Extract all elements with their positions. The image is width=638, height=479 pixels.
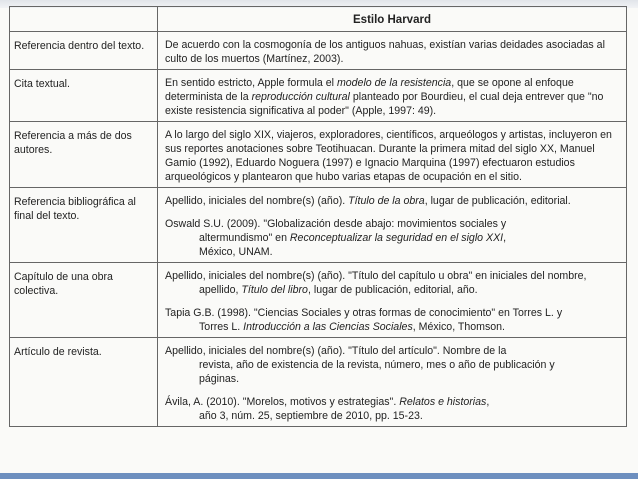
text-segment: Torres L. bbox=[199, 321, 244, 333]
row-label: Referencia bibliográfica al final del texto. bbox=[10, 188, 158, 263]
example-line bbox=[165, 320, 620, 334]
text-segment: Ávila, A. (2010). "Morelos, motivos y estrategias". bbox=[165, 396, 400, 408]
text-italic: reproducción cultural bbox=[251, 91, 350, 103]
text-segment: , bbox=[486, 396, 490, 408]
text-segment: , que se opone al enfoque determinista de la bbox=[165, 77, 574, 103]
example-line: México, UNAM. bbox=[199, 246, 273, 258]
row-content bbox=[158, 70, 627, 122]
table-row bbox=[10, 188, 627, 263]
example-line bbox=[165, 231, 620, 245]
text-italic: Título del libro bbox=[241, 284, 308, 296]
text-segment: Apellido, iniciales del nombre(s) (año). bbox=[165, 195, 349, 207]
format-line bbox=[165, 194, 620, 208]
example-line: Tapia G.B. (1998). "Ciencias Sociales y otras formas de conocimiento" en Torres L. y bbox=[165, 307, 563, 319]
table-row bbox=[10, 122, 627, 188]
table-row bbox=[10, 32, 627, 70]
row-content bbox=[158, 263, 627, 338]
table-row bbox=[10, 70, 627, 122]
row-label: Referencia dentro del texto. bbox=[10, 32, 158, 70]
format-line: páginas. bbox=[199, 373, 240, 385]
text-segment: , bbox=[503, 232, 507, 244]
text-italic: Reconceptualizar la seguridad en el siglo XXI bbox=[289, 232, 504, 244]
row-content: A lo largo del siglo XIX, viajeros, exploradores, científicos, arqueólogos y artistas, incluyeron en sus reportes anotaciones sobre Teotihuacan. Durante la primera mitad del siglo XX, Manuel Gamio (1992), Eduardo Noguera (1997) e Ignacio Marquina (1997) efectuaron estudios arqueológicos y plantearon que hubo varias etapas de ocupación en el sitio. bbox=[158, 122, 627, 188]
row-content: De acuerdo con la cosmogonía de los antiguos nahuas, existían varias deidades asociadas al culto de los muertos (Martínez, 2003). bbox=[158, 32, 627, 70]
row-content bbox=[158, 188, 627, 263]
text-segment: planteado por Bourdieu, el cual deja entrever que "no existe resistencia significativa al poder" (Apple, 1997: 49). bbox=[165, 91, 604, 117]
format-line bbox=[165, 283, 620, 297]
example-line: Oswald S.U. (2009). "Globalización desde abajo: movimientos sociales y bbox=[165, 218, 507, 230]
text-italic: Introducción a las Ciencias Sociales bbox=[243, 321, 413, 333]
text-italic: Relatos e historias bbox=[399, 396, 487, 408]
text-italic: modelo de la resistencia bbox=[336, 77, 452, 89]
text-italic: Título de la obra bbox=[348, 195, 425, 207]
harvard-style-table bbox=[9, 6, 627, 427]
format-line: Apellido, iniciales del nombre(s) (año). "Título del artículo". Nombre de la bbox=[165, 345, 507, 357]
text-segment: apellido, bbox=[199, 284, 242, 296]
text-segment: , México, Thomson. bbox=[412, 321, 505, 333]
row-label: Capítulo de una obra colectiva. bbox=[10, 263, 158, 338]
row-label: Cita textual. bbox=[10, 70, 158, 122]
row-label: Referencia a más de dos autores. bbox=[10, 122, 158, 188]
table-row bbox=[10, 338, 627, 427]
text-segment: , lugar de publicación, editorial, año. bbox=[307, 284, 478, 296]
text-segment: , lugar de publicación, editorial. bbox=[424, 195, 571, 207]
row-content bbox=[158, 338, 627, 427]
example-line: año 3, núm. 25, septiembre de 2010, pp. 15-23. bbox=[199, 410, 423, 422]
text-segment: altermundismo" en bbox=[199, 232, 290, 244]
table-title: Estilo Harvard bbox=[158, 7, 627, 32]
text-segment: En sentido estricto, Apple formula el bbox=[165, 77, 337, 89]
example-line bbox=[165, 395, 620, 409]
bottom-accent-bar bbox=[0, 473, 638, 479]
format-line: revista, año de existencia de la revista, número, mes o año de publicación y bbox=[199, 359, 555, 371]
format-line: Apellido, iniciales del nombre(s) (año). "Título del capítulo u obra" en iniciales del nombre, bbox=[165, 270, 587, 282]
title-row bbox=[10, 7, 627, 32]
table-row bbox=[10, 263, 627, 338]
row-label: Artículo de revista. bbox=[10, 338, 158, 427]
